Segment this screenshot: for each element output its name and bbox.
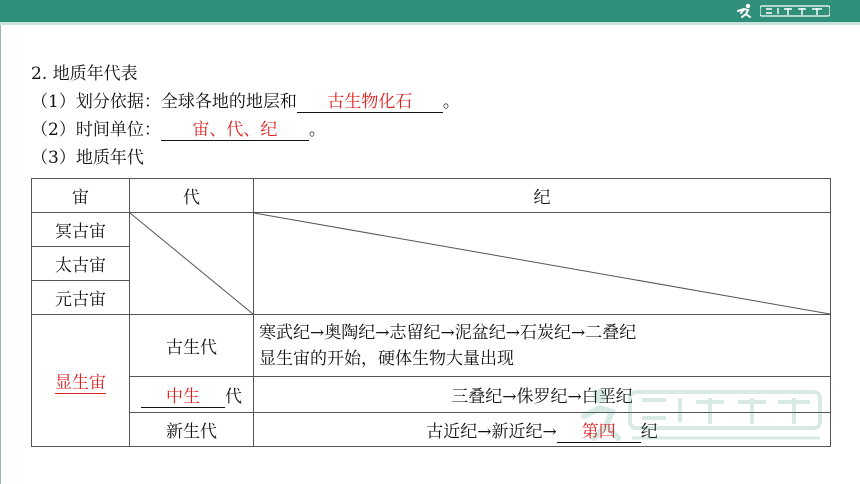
period-empty-diagonal-cell — [254, 213, 831, 315]
period-cenozoic-cell — [254, 413, 831, 447]
era-paleozoic: 古生代 — [130, 315, 254, 377]
brand-logo — [734, 3, 830, 19]
paleozoic-note: 显生宙的开始，硬体生物大量出现 — [259, 348, 514, 369]
era-empty-diagonal-cell — [130, 213, 254, 315]
paleozoic-periods: 寒武纪→奥陶纪→志留纪→泥盆纪→石炭纪→二叠纪 — [259, 322, 637, 343]
item-timescale: （3）地质年代 — [31, 148, 144, 168]
answer-quaternary-blank: 第四 — [557, 422, 641, 443]
answer-fossil-blank: 古生物化石 — [297, 92, 443, 113]
item-basis — [31, 91, 460, 113]
item-units — [31, 119, 326, 141]
eon-archean: 太古宙 — [32, 247, 130, 281]
item-units-label: （2）时间单位： — [31, 120, 161, 140]
frame-left-border — [0, 25, 1, 484]
period-mesozoic: 三叠纪→侏罗纪→白垩纪 — [254, 377, 831, 413]
eon-proterozoic: 元古宙 — [32, 281, 130, 315]
era-cenozoic: 新生代 — [130, 413, 254, 447]
header-eon: 宙 — [32, 179, 130, 213]
geologic-time-table — [31, 178, 831, 447]
runner-icon — [734, 3, 756, 19]
era-mesozoic-cell — [130, 377, 254, 413]
item-basis-label: （1）划分依据：全球各地的地层和 — [31, 92, 297, 112]
cenozoic-suffix: 纪 — [640, 421, 658, 442]
answer-units-blank: 宙、代、纪 — [161, 120, 309, 141]
top-bar-strip — [0, 22, 860, 25]
item-units-period: 。 — [308, 120, 326, 140]
eon-phanerozoic-cell — [32, 315, 130, 447]
header-period: 纪 — [254, 179, 831, 213]
era-mesozoic-suffix: 代 — [225, 386, 242, 407]
header-era: 代 — [130, 179, 254, 213]
eon-hadean: 冥古宙 — [32, 213, 130, 247]
diagonal-line — [254, 213, 830, 314]
top-bar — [0, 0, 860, 22]
cenozoic-prefix: 古近纪→新近纪→ — [426, 421, 557, 442]
answer-mesozoic-blank: 中生 — [141, 387, 225, 408]
section-heading: 2. 地质年代表 — [31, 64, 138, 84]
period-paleozoic-cell — [254, 315, 831, 377]
item-basis-period: 。 — [442, 92, 460, 112]
diagonal-line — [130, 213, 253, 314]
brand-wordmark-icon — [760, 4, 830, 18]
answer-phanerozoic: 显生宙 — [55, 373, 106, 393]
